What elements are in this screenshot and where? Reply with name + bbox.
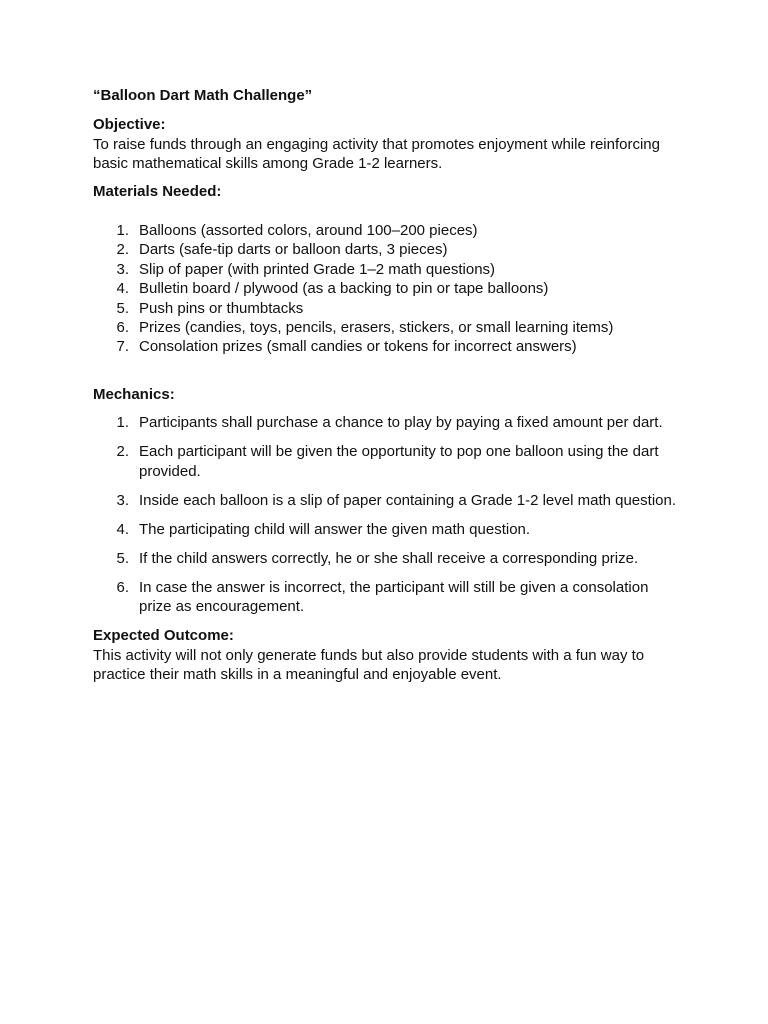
outcome-heading: Expected Outcome:	[93, 627, 234, 645]
list-item	[93, 549, 678, 569]
list-item-number: 5.	[116, 299, 129, 317]
list-item-text: Push pins or thumbtacks	[139, 299, 304, 317]
list-item-number: 6.	[116, 578, 129, 596]
list-item	[93, 337, 678, 356]
list-item-number: 6.	[116, 318, 129, 336]
list-item-text: Darts (safe-tip darts or balloon darts, 3 pieces)	[139, 241, 448, 259]
mechanics-heading: Mechanics:	[93, 385, 175, 403]
list-item-text: Inside each balloon is a slip of paper containing a Grade 1-2 level math question.	[139, 491, 677, 509]
list-item	[93, 413, 678, 433]
list-item	[93, 491, 678, 511]
list-item-text: Prizes (candies, toys, pencils, erasers, stickers, or small learning items)	[139, 318, 614, 336]
list-item-text: Slip of paper (with printed Grade 1–2 math questions)	[139, 260, 496, 278]
list-item-number: 4.	[116, 520, 129, 538]
list-item	[93, 442, 678, 481]
document-title: “Balloon Dart Math Challenge”	[93, 87, 313, 104]
list-item-number: 2.	[116, 443, 129, 461]
list-item-text: Balloons (assorted colors, around 100–200 pieces)	[139, 222, 478, 239]
list-item-text: The participating child will answer the given math question.	[139, 520, 531, 538]
list-item-text: Bulletin board / plywood (as a backing to pin or tape balloons)	[139, 280, 549, 298]
list-item-number: 5.	[116, 549, 129, 567]
list-item	[93, 520, 678, 540]
objective-text: To raise funds through an engaging activity that promotes enjoyment while reinforcing basic mathematical skills among Grade 1-2 learners.	[93, 135, 660, 172]
list-item-number: 4.	[116, 280, 129, 298]
outcome-text: This activity will not only generate funds but also provide students with a fun way to practice their math skills in a meaningful and enjoyable event.	[93, 646, 645, 684]
list-item-text: If the child answers correctly, he or she shall receive a corresponding prize.	[139, 549, 639, 567]
list-item	[93, 318, 678, 337]
list-item	[93, 260, 678, 279]
list-item-text: In case the answer is incorrect, the participant will still be given a consolation prize as encouragement.	[139, 578, 649, 616]
list-item-number: 1.	[116, 222, 129, 239]
list-item-number: 3.	[116, 260, 129, 278]
list-item-number: 2.	[116, 241, 129, 259]
materials-list	[93, 221, 678, 357]
document-page	[93, 86, 678, 685]
list-item-text: Participants shall purchase a chance to play by paying a fixed amount per dart.	[139, 414, 663, 432]
list-item	[93, 299, 678, 318]
list-item	[93, 578, 678, 617]
list-item-text: Consolation prizes (small candies or tokens for incorrect answers)	[139, 338, 577, 356]
list-item	[93, 221, 678, 240]
list-item	[93, 240, 678, 259]
objective-heading: Objective:	[93, 116, 166, 133]
list-item-text: Each participant will be given the opportunity to pop one balloon using the dart provided.	[139, 443, 659, 480]
list-item	[93, 279, 678, 298]
list-item-number: 3.	[116, 491, 129, 509]
list-item-number: 1.	[116, 414, 129, 432]
mechanics-list	[93, 413, 678, 617]
list-item-number: 7.	[116, 338, 129, 356]
materials-heading: Materials Needed:	[93, 182, 222, 200]
